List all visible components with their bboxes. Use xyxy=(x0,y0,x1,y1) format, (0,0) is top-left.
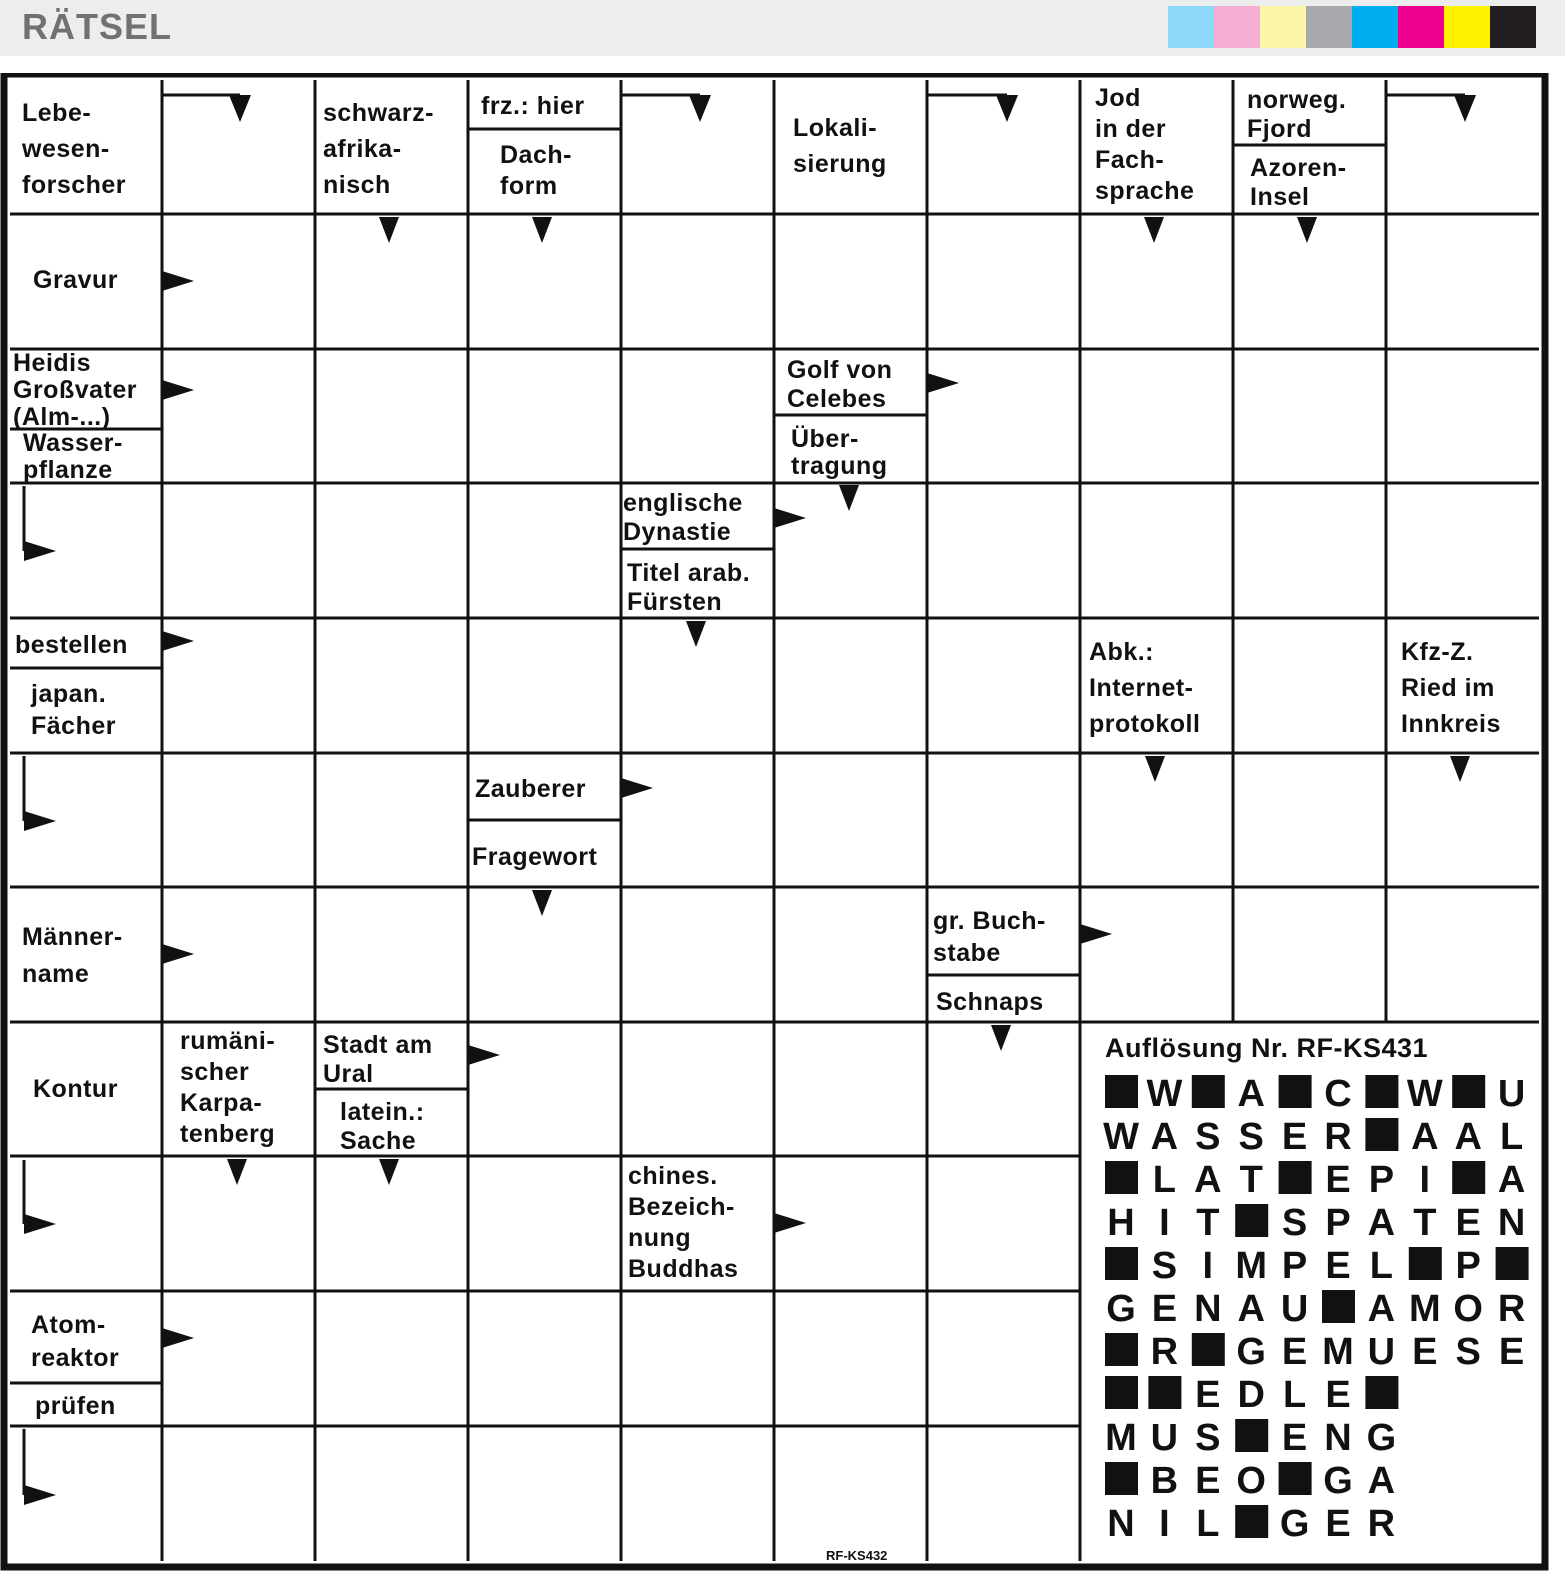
grid-cell[interactable] xyxy=(927,349,1080,483)
solution-block xyxy=(1365,1075,1398,1108)
solution-letter: N xyxy=(1324,1417,1352,1459)
clue-line: englische xyxy=(623,489,743,517)
grid-cell[interactable] xyxy=(1386,887,1539,1022)
color-swatch xyxy=(1260,6,1306,48)
clue-line: Schnaps xyxy=(936,988,1044,1016)
clue-line: in der xyxy=(1095,115,1167,143)
clue-line: Innkreis xyxy=(1401,710,1501,738)
grid-cell[interactable] xyxy=(468,1291,621,1426)
clue-latein-sache xyxy=(340,1098,425,1155)
clue-line: Zauberer xyxy=(475,775,586,803)
solution-block xyxy=(1409,1247,1442,1280)
clue-pruefen xyxy=(35,1392,116,1420)
clue-line: latein.: xyxy=(340,1098,425,1126)
solution-row xyxy=(1103,1116,1523,1158)
clue-golf-von-celebes xyxy=(787,356,892,413)
solution-letter: E xyxy=(1498,1331,1525,1373)
grid-cell[interactable] xyxy=(774,1022,927,1156)
solution-block xyxy=(1365,1118,1398,1151)
solution-letter: D xyxy=(1237,1374,1265,1416)
clue-gravur xyxy=(33,266,118,294)
solution-block xyxy=(1148,1376,1181,1409)
clue-line: tragung xyxy=(791,452,888,480)
clue-line: Golf von xyxy=(787,356,893,384)
solution-letter: G xyxy=(1279,1503,1310,1545)
solution-block xyxy=(1235,1505,1268,1538)
clue-line: frz.: hier xyxy=(481,92,585,120)
grid-cell[interactable] xyxy=(1080,349,1233,483)
solution-letter: S xyxy=(1238,1116,1264,1158)
solution-letter: E xyxy=(1281,1331,1308,1373)
solution-letter: U xyxy=(1280,1288,1309,1330)
solution-letter: P xyxy=(1281,1245,1308,1287)
grid-cell[interactable] xyxy=(927,1291,1080,1426)
solution-letter: T xyxy=(1239,1159,1263,1201)
clue-line: Buddhas xyxy=(628,1255,739,1283)
grid-cell[interactable] xyxy=(621,887,774,1022)
clue-line: Kontur xyxy=(33,1075,118,1103)
clue-line: chines. xyxy=(628,1162,718,1190)
grid-cell[interactable] xyxy=(774,80,927,214)
solution-letter: S xyxy=(1281,1202,1308,1244)
clue-line: Azoren- xyxy=(1250,154,1347,182)
grid-cell[interactable] xyxy=(315,483,468,618)
grid-cell[interactable] xyxy=(468,483,621,618)
grid-cell[interactable] xyxy=(1233,618,1386,753)
solution-block xyxy=(1192,1333,1225,1366)
grid-cell[interactable] xyxy=(621,1426,774,1561)
solution-letter: S xyxy=(1151,1245,1178,1287)
color-swatch xyxy=(1214,6,1260,48)
solution-letter: O xyxy=(1453,1288,1483,1330)
clue-line: bestellen xyxy=(15,631,128,659)
solution-letter: E xyxy=(1281,1417,1308,1459)
solution-letter: E xyxy=(1325,1374,1351,1416)
clue-line: Über- xyxy=(791,425,859,453)
clue-line: wesen- xyxy=(22,135,110,163)
solution-row xyxy=(1107,1503,1395,1545)
clue-zauberer xyxy=(475,775,586,803)
solution-letter: A xyxy=(1194,1159,1222,1201)
solution-letter: C xyxy=(1324,1073,1352,1115)
clue-line: prüfen xyxy=(35,1392,116,1420)
solution-letter: N xyxy=(1107,1503,1135,1545)
solution-letter: E xyxy=(1412,1331,1438,1373)
solution-block xyxy=(1279,1161,1312,1194)
solution-block xyxy=(1322,1290,1355,1323)
solution-letter: S xyxy=(1455,1331,1481,1373)
solution-row xyxy=(1107,1202,1525,1244)
grid-cell[interactable] xyxy=(468,1156,621,1291)
clue-line: Kfz-Z. xyxy=(1401,638,1474,666)
solution-letter: R xyxy=(1367,1503,1396,1545)
solution-letter: E xyxy=(1325,1245,1351,1287)
solution-block xyxy=(1192,1075,1225,1108)
color-swatch xyxy=(1168,6,1214,48)
grid-cell[interactable] xyxy=(621,349,774,483)
clue-line: tenberg xyxy=(180,1120,276,1148)
solution-block xyxy=(1496,1247,1529,1280)
solution-letter: A xyxy=(1411,1116,1439,1158)
solution-letter: N xyxy=(1194,1288,1222,1330)
page-title: RÄTSEL xyxy=(22,6,172,47)
solution-letter: I xyxy=(1159,1202,1170,1244)
solution-letter: L xyxy=(1369,1245,1394,1287)
grid-cell[interactable] xyxy=(315,1291,468,1426)
solution-title: Auflösung Nr. RF-KS431 xyxy=(1105,1033,1429,1063)
solution-letter: P xyxy=(1455,1245,1481,1287)
solution-letter: I xyxy=(1159,1503,1170,1545)
clue-line: stabe xyxy=(933,939,1001,967)
solution-letter: E xyxy=(1325,1503,1351,1545)
clue-line: Wasser- xyxy=(23,429,123,457)
solution-letter: H xyxy=(1107,1202,1135,1244)
color-swatch xyxy=(1306,6,1352,48)
grid-cell[interactable] xyxy=(468,349,621,483)
solution-block xyxy=(1105,1333,1138,1366)
solution-row xyxy=(1105,1460,1395,1502)
color-swatch xyxy=(1490,6,1536,48)
grid-cell[interactable] xyxy=(315,618,468,753)
solution-block xyxy=(1105,1462,1138,1495)
solution-letter: S xyxy=(1195,1417,1221,1459)
clue-line: Heidis xyxy=(13,349,92,377)
grid-cell[interactable] xyxy=(621,753,774,887)
solution-letter: S xyxy=(1195,1116,1221,1158)
solution-letter: A xyxy=(1497,1159,1526,1201)
solution-letter: A xyxy=(1367,1460,1396,1502)
grid-cell[interactable] xyxy=(774,1426,927,1561)
clue-line: schwarz- xyxy=(323,99,434,127)
solution-letter: U xyxy=(1367,1331,1396,1373)
puzzle-code: RF-KS432 xyxy=(826,1548,888,1563)
solution-letter: W xyxy=(1146,1073,1183,1115)
clue-frz-hier xyxy=(481,92,585,120)
clue-line: Lokali- xyxy=(793,114,878,142)
solution-block xyxy=(1235,1204,1268,1237)
clue-line: pflanze xyxy=(23,456,113,484)
grid-cell[interactable] xyxy=(774,618,927,753)
clue-line: nung xyxy=(628,1224,692,1252)
grid-cell[interactable] xyxy=(1386,349,1539,483)
solution-row xyxy=(1105,1417,1396,1459)
clue-line: sierung xyxy=(793,150,887,178)
grid-cell[interactable] xyxy=(927,1156,1080,1291)
solution-row xyxy=(1105,1159,1525,1201)
grid-cell[interactable] xyxy=(162,1291,315,1426)
clue-line: Lebe- xyxy=(22,99,92,127)
grid-cell[interactable] xyxy=(10,887,162,1022)
solution-block xyxy=(1105,1161,1138,1194)
clue-line: Fragewort xyxy=(472,843,598,871)
grid-cell[interactable] xyxy=(315,349,468,483)
grid-cell[interactable] xyxy=(468,1426,621,1561)
grid-cell[interactable] xyxy=(621,1291,774,1426)
clue-line: Männer- xyxy=(22,923,123,951)
solution-letter: M xyxy=(1235,1245,1268,1287)
solution-letter: T xyxy=(1196,1202,1220,1244)
clue-line: nisch xyxy=(323,171,391,199)
solution-letter: G xyxy=(1323,1460,1353,1502)
clue-line: Ural xyxy=(323,1060,374,1088)
grid-cell[interactable] xyxy=(1233,483,1386,618)
solution-row xyxy=(1105,1073,1525,1115)
grid-cell[interactable] xyxy=(774,887,927,1022)
grid-cell[interactable] xyxy=(774,214,927,349)
grid-cell[interactable] xyxy=(1386,214,1539,349)
grid-cell[interactable] xyxy=(1233,753,1386,887)
clue-kontur xyxy=(33,1075,118,1103)
solution-letter: P xyxy=(1325,1202,1351,1244)
clue-fragewort xyxy=(472,843,598,871)
clue-line: Jod xyxy=(1095,84,1141,112)
clue-line: Gravur xyxy=(33,266,118,294)
clue-line: Ried im xyxy=(1401,674,1495,702)
solution-letter: E xyxy=(1281,1116,1308,1158)
solution-letter: W xyxy=(1406,1073,1443,1115)
clue-line: form xyxy=(500,172,558,200)
grid-cell[interactable] xyxy=(315,753,468,887)
clue-line: Dach- xyxy=(500,141,572,169)
clue-line: Fach- xyxy=(1095,146,1165,174)
color-swatch xyxy=(1352,6,1398,48)
clue-line: japan. xyxy=(31,680,107,708)
clue-line: Abk.: xyxy=(1089,638,1154,666)
grid-cell[interactable] xyxy=(927,483,1080,618)
solution-block xyxy=(1452,1075,1485,1108)
solution-letter: L xyxy=(1152,1159,1177,1201)
clue-line: Internet- xyxy=(1089,674,1194,702)
solution-letter: R xyxy=(1497,1288,1526,1330)
clue-line: sprache xyxy=(1095,177,1195,205)
clue-line: norweg. xyxy=(1247,86,1347,114)
grid-cell[interactable] xyxy=(162,753,315,887)
solution-letter: G xyxy=(1106,1288,1136,1330)
solution-row xyxy=(1105,1374,1398,1416)
clue-line: gr. Buch- xyxy=(933,907,1046,935)
clue-line: (Alm-...) xyxy=(13,403,111,431)
grid-cell[interactable] xyxy=(774,753,927,887)
clue-line: name xyxy=(22,960,90,988)
clue-line: rumäni- xyxy=(180,1027,276,1055)
solution-letter: E xyxy=(1195,1460,1221,1502)
solution-letter: G xyxy=(1366,1417,1397,1459)
grid-cell[interactable] xyxy=(162,1426,315,1561)
solution-letter: L xyxy=(1499,1116,1524,1158)
solution-block xyxy=(1105,1247,1138,1280)
solution-letter: E xyxy=(1455,1202,1481,1244)
solution-letter: L xyxy=(1282,1374,1307,1416)
clue-schnaps xyxy=(936,988,1044,1016)
solution-block xyxy=(1105,1376,1138,1409)
clue-line: Celebes xyxy=(787,385,887,413)
grid-cell[interactable] xyxy=(1080,887,1233,1022)
clue-line: Großvater xyxy=(13,376,137,404)
solution-letter: E xyxy=(1325,1159,1351,1201)
grid-cell[interactable] xyxy=(162,483,315,618)
solution-letter: G xyxy=(1236,1331,1266,1373)
solution-letter: P xyxy=(1368,1159,1395,1201)
grid-cell[interactable] xyxy=(927,1426,1080,1561)
solution-letter: T xyxy=(1413,1202,1437,1244)
grid-cell[interactable] xyxy=(927,753,1080,887)
solution-letter: E xyxy=(1151,1288,1178,1330)
clue-line: Atom- xyxy=(31,1311,106,1339)
grid-cell[interactable] xyxy=(315,1426,468,1561)
clue-line: reaktor xyxy=(31,1344,120,1372)
solution-letter: M xyxy=(1408,1288,1441,1330)
solution-box xyxy=(1103,1033,1529,1545)
crossword-board xyxy=(0,73,1565,1588)
solution-row xyxy=(1105,1331,1524,1373)
grid-cell[interactable] xyxy=(774,1291,927,1426)
clue-wasserpflanze xyxy=(23,429,123,484)
clue-line: Sache xyxy=(340,1127,417,1155)
grid-cell[interactable] xyxy=(927,214,1080,349)
grid-cell[interactable] xyxy=(1080,483,1233,618)
clue-line: afrika- xyxy=(323,135,402,163)
solution-row xyxy=(1105,1245,1529,1287)
solution-letter: W xyxy=(1103,1116,1139,1158)
solution-letter: E xyxy=(1195,1374,1221,1416)
solution-block xyxy=(1105,1075,1138,1108)
solution-letter: R xyxy=(1150,1331,1179,1373)
solution-letter: A xyxy=(1367,1202,1396,1244)
solution-letter: M xyxy=(1105,1417,1137,1459)
clue-line: protokoll xyxy=(1089,710,1201,738)
solution-letter: A xyxy=(1367,1288,1396,1330)
color-swatch xyxy=(1398,6,1444,48)
grid-cell[interactable] xyxy=(468,618,621,753)
clue-line: Bezeich- xyxy=(628,1193,735,1221)
clue-line: Karpa- xyxy=(180,1089,263,1117)
clue-line: Fächer xyxy=(31,712,116,740)
solution-letter: A xyxy=(1150,1116,1179,1158)
grid-cell[interactable] xyxy=(1233,887,1386,1022)
solution-block xyxy=(1279,1075,1312,1108)
color-swatch xyxy=(1444,6,1490,48)
clue-line: Titel arab. xyxy=(627,559,751,587)
solution-letter: I xyxy=(1419,1159,1431,1201)
solution-letter: L xyxy=(1196,1503,1220,1545)
solution-letter: B xyxy=(1150,1460,1179,1502)
solution-letter: U xyxy=(1150,1417,1179,1459)
grid-cell[interactable] xyxy=(1233,349,1386,483)
solution-letter: M xyxy=(1322,1331,1354,1373)
clue-line: Fürsten xyxy=(627,588,723,616)
solution-letter: N xyxy=(1497,1202,1526,1244)
header-bar xyxy=(0,0,1565,56)
solution-letter: O xyxy=(1236,1460,1266,1502)
grid-cell[interactable] xyxy=(468,1022,621,1156)
clue-line: forscher xyxy=(22,171,127,199)
solution-letter: A xyxy=(1454,1116,1482,1158)
solution-letter: R xyxy=(1324,1116,1352,1158)
grid-cell[interactable] xyxy=(1386,483,1539,618)
grid-cell[interactable] xyxy=(621,1022,774,1156)
clue-line: scher xyxy=(180,1058,250,1086)
solution-row xyxy=(1106,1288,1525,1330)
clue-line: Stadt am xyxy=(323,1031,433,1059)
grid-cell[interactable] xyxy=(162,349,315,483)
grid-cell[interactable] xyxy=(927,618,1080,753)
solution-letter: A xyxy=(1237,1288,1265,1330)
clue-bestellen xyxy=(15,631,128,659)
clue-line: Dynastie xyxy=(623,518,732,546)
solution-block xyxy=(1452,1161,1485,1194)
grid-cell[interactable] xyxy=(315,887,468,1022)
solution-letter: I xyxy=(1202,1245,1214,1287)
clue-line: Fjord xyxy=(1247,115,1312,143)
grid-cell[interactable] xyxy=(621,214,774,349)
solution-letter: U xyxy=(1497,1073,1526,1115)
solution-block xyxy=(1279,1462,1312,1495)
solution-block xyxy=(1235,1419,1268,1452)
solution-block xyxy=(1365,1376,1398,1409)
clue-line: Insel xyxy=(1250,183,1310,211)
solution-letter: A xyxy=(1237,1073,1265,1115)
clue-englische-dynastie xyxy=(623,489,743,546)
